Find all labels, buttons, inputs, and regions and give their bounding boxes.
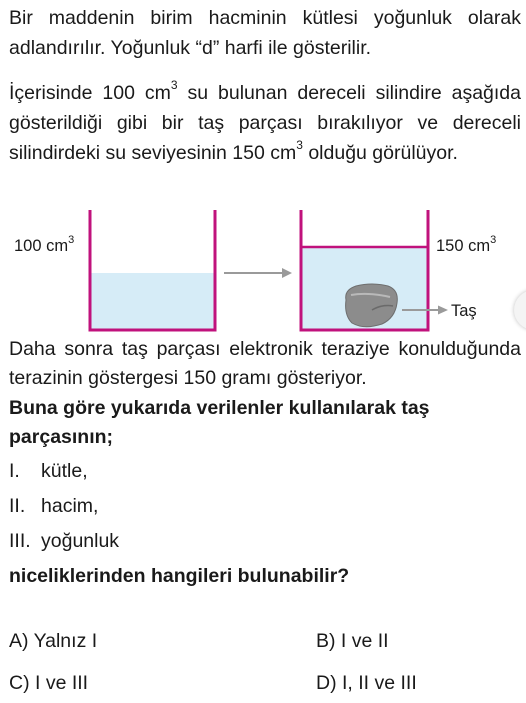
item-2-number: II. (9, 495, 26, 517)
p2-sup-2: 3 (296, 137, 303, 152)
question-item-2 (9, 491, 98, 521)
item-1-text: kütle, (41, 460, 88, 482)
right-volume-sup: 3 (490, 233, 497, 246)
option-c[interactable]: C) I ve III (9, 672, 89, 694)
p2-sup-1: 3 (170, 77, 178, 92)
intro-paragraph-2 (9, 78, 521, 168)
item-3-number: III. (9, 530, 31, 552)
option-a[interactable]: A) Yalnız I (9, 630, 98, 652)
item-1-number: I. (9, 460, 20, 482)
left-volume-text: 100 cm (14, 237, 69, 255)
right-volume-text: 150 cm (436, 237, 491, 255)
question-end: niceliklerinden hangileri bulunabilir? (9, 565, 350, 587)
question-intro: Buna göre yukarıda verilenler kullanılarak taş parçasının; (9, 397, 430, 448)
left-volume-sup: 3 (68, 233, 75, 246)
item-2-text: hacim, (41, 495, 99, 517)
p2-text-c: olduğu görülüyor. (302, 142, 458, 164)
transfer-arrow (224, 268, 292, 278)
option-d[interactable]: D) I, II ve III (316, 672, 417, 694)
stone-label: Taş (451, 302, 477, 320)
option-b[interactable]: B) I ve II (316, 630, 389, 652)
scale-paragraph: Daha sonra taş parçası elektronik teraziye konulduğunda terazinin göstergesi 150 gramı gösteriyor. (9, 338, 521, 389)
cylinder-diagram (0, 200, 526, 335)
p2-text-b: su bulunan dereceli silindire aşağıda gösterildiği gibi bir taş parçası bırakılıyor ve dereceli silindirdeki su seviyesinin 150 cm (9, 82, 521, 164)
left-volume-label (14, 233, 75, 256)
item-3-text: yoğunluk (41, 530, 120, 552)
right-volume-label (436, 233, 497, 256)
left-cylinder-water (90, 273, 215, 330)
p2-text-a: İçerisinde 100 cm (9, 82, 171, 104)
question-item-1 (9, 456, 88, 486)
question-item-3 (9, 526, 119, 556)
intro-paragraph-1: Bir maddenin birim hacminin kütlesi yoğunluk olarak adlandırılır. Yoğunluk “d” harfi ile gösterilir. (9, 7, 521, 59)
